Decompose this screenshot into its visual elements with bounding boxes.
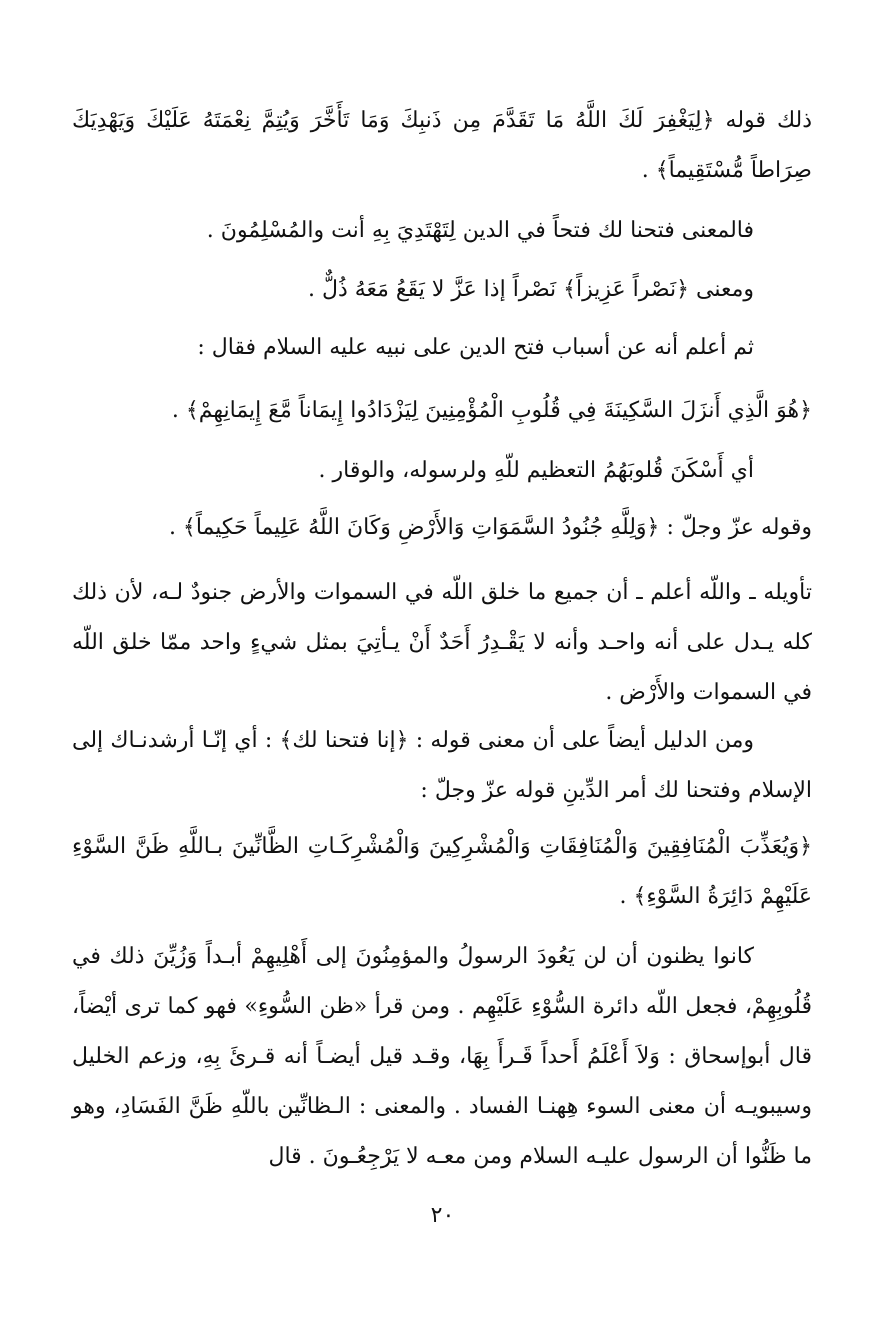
paragraph-8: ومن الدليل أيضاً على أن معنى قوله : ﴿إنا فتحنا لك﴾ : أي إنّـا أرشدنـاك إلى الإسلام وفتحنا لك أمر الدِّينِ قوله عزّ وجلّ : <box>72 728 812 803</box>
paragraph-1: ذلك قوله ﴿لِيَغْفِرَ لَكَ اللَّهُ مَا تَقَدَّمَ مِن ذَنبِكَ وَمَا تَأَخَّرَ وَيُتِمَّ نِعْمَتَهُ عَلَيْكَ وَيَهْدِيَكَ صِرَاطاً مُّسْتَقِيماً﴾ . <box>72 108 812 183</box>
paragraph-7: تأويله ـ واللّه أعلم ـ أن جميع ما خلق اللّه في السموات والأرض جنودٌ لـه، لأن ذلك كله يـدل على أنه واحـد وأنه لا يَقْـدِرُ أَحَدٌ أَنْ يـأتِيَ بمثل شيءٍ واحد ممّا خلق اللّه في السموات والأَرْض . <box>72 580 812 705</box>
paragraph-9: كانوا يظنون أن لن يَعُودَ الرسولُ والمؤمِنُونَ إلى أَهْلِيهِمْ أبـداً وَزُيِّنَ ذلك في قُلُوبِهِمْ، فجعل اللّه دائرة السُّوْءِ عَلَيْهِم . ومن قرأ «ظن السُّوءِ» فهو كما ترى أيْضاً، قال أبوإسحاق : وَلاَ أَعْلَمُ أَحداً قَـرأَ بِهَا، وقـد قيل أيضـاً أنه قـرئَ بِهِ، وزعم الخليل وسيبويـه أن معنى السوء هِهنـا الفساد . والمعنى : الـظانِّين باللّهِ ظَنَّ الفَسَادِ، وهو ما ظَنُّوا أن الرسول عليـه السلام ومن معـه لا يَرْجِعُـونَ . قال <box>72 944 812 1169</box>
paragraph-6: وقوله عزّ وجلّ : ﴿وَلِلَّهِ جُنُودُ السَّمَوَاتِ وَالأَرْضِ وَكَانَ اللَّهُ عَلِيماً حَكِيماً﴾ . <box>168 515 812 540</box>
paragraph-3: ومعنى ﴿نَصْراً عَزِيزاً﴾ نَصْراً إذا عَزَّ لا يَقَعُ مَعَهُ ذُلٌّ . <box>307 277 754 302</box>
paragraph-4: ثم أعلم أنه عن أسباب فتح الدين على نبيه عليه السلام فقال : <box>197 335 754 360</box>
paragraph-5: أي أَسْكَنَ قُلوبَهُمُ التعظيم للّهِ ولرسوله، والوقار . <box>318 458 754 483</box>
quran-verse-1: ﴿هُوَ الَّذِي أَنزَلَ السَّكِينَةَ فِي قُلُوبِ الْمُؤْمِنِينَ لِيَزْدَادُوا إِيمَاناً مَّعَ إِيمَانِهِمْ﴾ . <box>171 398 812 423</box>
quran-verse-2: ﴿وَيُعَذِّبَ الْمُنَافِقِينَ وَالْمُنَافِقَاتِ وَالْمُشْرِكِينَ وَالْمُشْرِكَـاتِ الظَّانِّينَ بـاللَّهِ ظَنَّ السَّوْءِ عَلَيْهِمْ دَائِرَةُ السَّوْءِ﴾ . <box>72 834 812 909</box>
paragraph-2: فالمعنى فتحنا لك فتحاً في الدين لِتَهْتَدِيَ بِهِ أنت والمُسْلِمُونَ . <box>206 218 754 243</box>
page-number: ٢٠ <box>430 1203 455 1228</box>
